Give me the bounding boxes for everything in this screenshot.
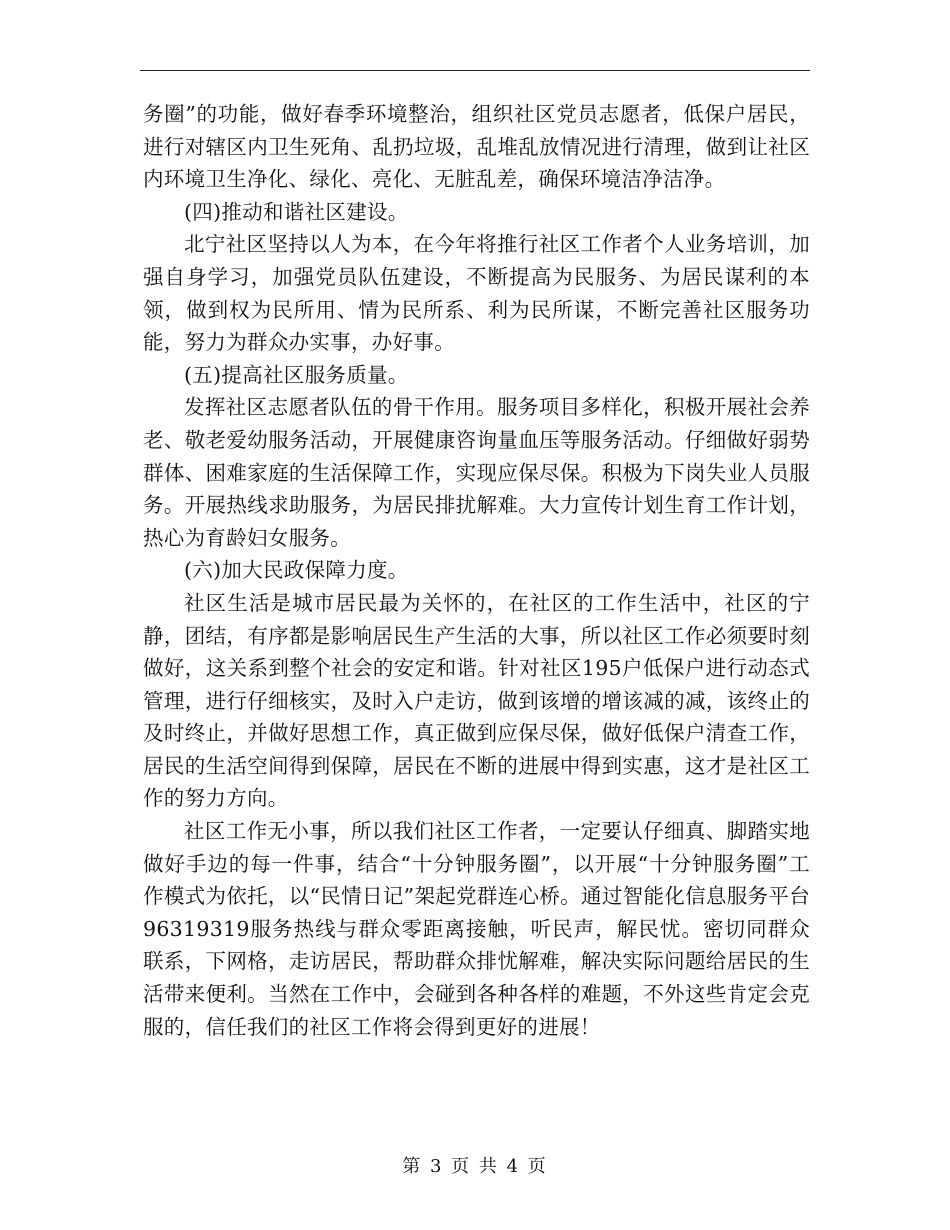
page-number-footer: 第 3 页 共 4 页: [402, 1156, 548, 1177]
paragraph-body: 社区生活是城市居民最为关怀的，在社区的工作生活中，社区的宁静，团结，有序都是影响居民生产生活的大事，所以社区工作必须要时刻做好，这关系到整个社会的安定和谐。针对社区195户低保户进行动态式管理，进行仔细核实，及时入户走访，做到该增的增该减的减，该终止的及时终止，并做好思想工作，真正做到应保尽保，做好低保户清查工作，居民的生活空间得到保障，居民在不断的进展中得到实惠，这才是社区工作的努力方向。: [143, 590, 810, 811]
document-body: [143, 98, 810, 1043]
paragraph-continuation: 务圈”的功能，做好春季环境整治，组织社区党员志愿者，低保户居民，进行对辖区内卫生死角、乱扔垃圾，乱堆乱放情况进行清理，做到让社区内环境卫生净化、绿化、亮化、无脏乱差，确保环境洁净洁净。: [143, 102, 810, 192]
section-heading-5: (五)提高社区服务质量。: [184, 362, 409, 387]
header-rule: [140, 70, 810, 71]
paragraph-body: 社区工作无小事，所以我们社区工作者，一定要认仔细真、脚踏实地做好手边的每一件事，结合“十分钟服务圈”，以开展“十分钟服务圈”工作模式为依托，以“民情日记”架起党群连心桥。通过智能化信息服务平台96319319服务热线与群众零距离接触，听民声，解民忧。密切同群众联系，下网格，走访居民，帮助群众排忧解难，解决实际问题给居民的生活带来便利。当然在工作中，会碰到各种各样的难题，不外这些肯定会克服的，信任我们的社区工作将会得到更好的进展！: [143, 819, 810, 1039]
paragraph-body: 发挥社区志愿者队伍的骨干作用。服务项目多样化，积极开展社会养老、敬老爱幼服务活动，开展健康咨询量血压等服务活动。仔细做好弱势群体、困难家庭的生活保障工作，实现应保尽保。积极为下岗失业人员服务。开展热线求助服务，为居民排扰解难。大力宣传计划生育工作计划，热心为育龄妇女服务。: [143, 395, 810, 550]
section-heading-4: (四)推动和谐社区建设。: [184, 199, 409, 224]
section-heading-6: (六)加大民政保障力度。: [184, 558, 409, 583]
paragraph-body: 北宁社区坚持以人为本，在今年将推行社区工作者个人业务培训，加强自身学习，加强党员队伍建设，不断提高为民服务、为居民谋利的本领，做到权为民所用、情为民所系、利为民所谋，不断完善社区服务功能，努力为群众办实事，办好事。: [143, 232, 810, 355]
